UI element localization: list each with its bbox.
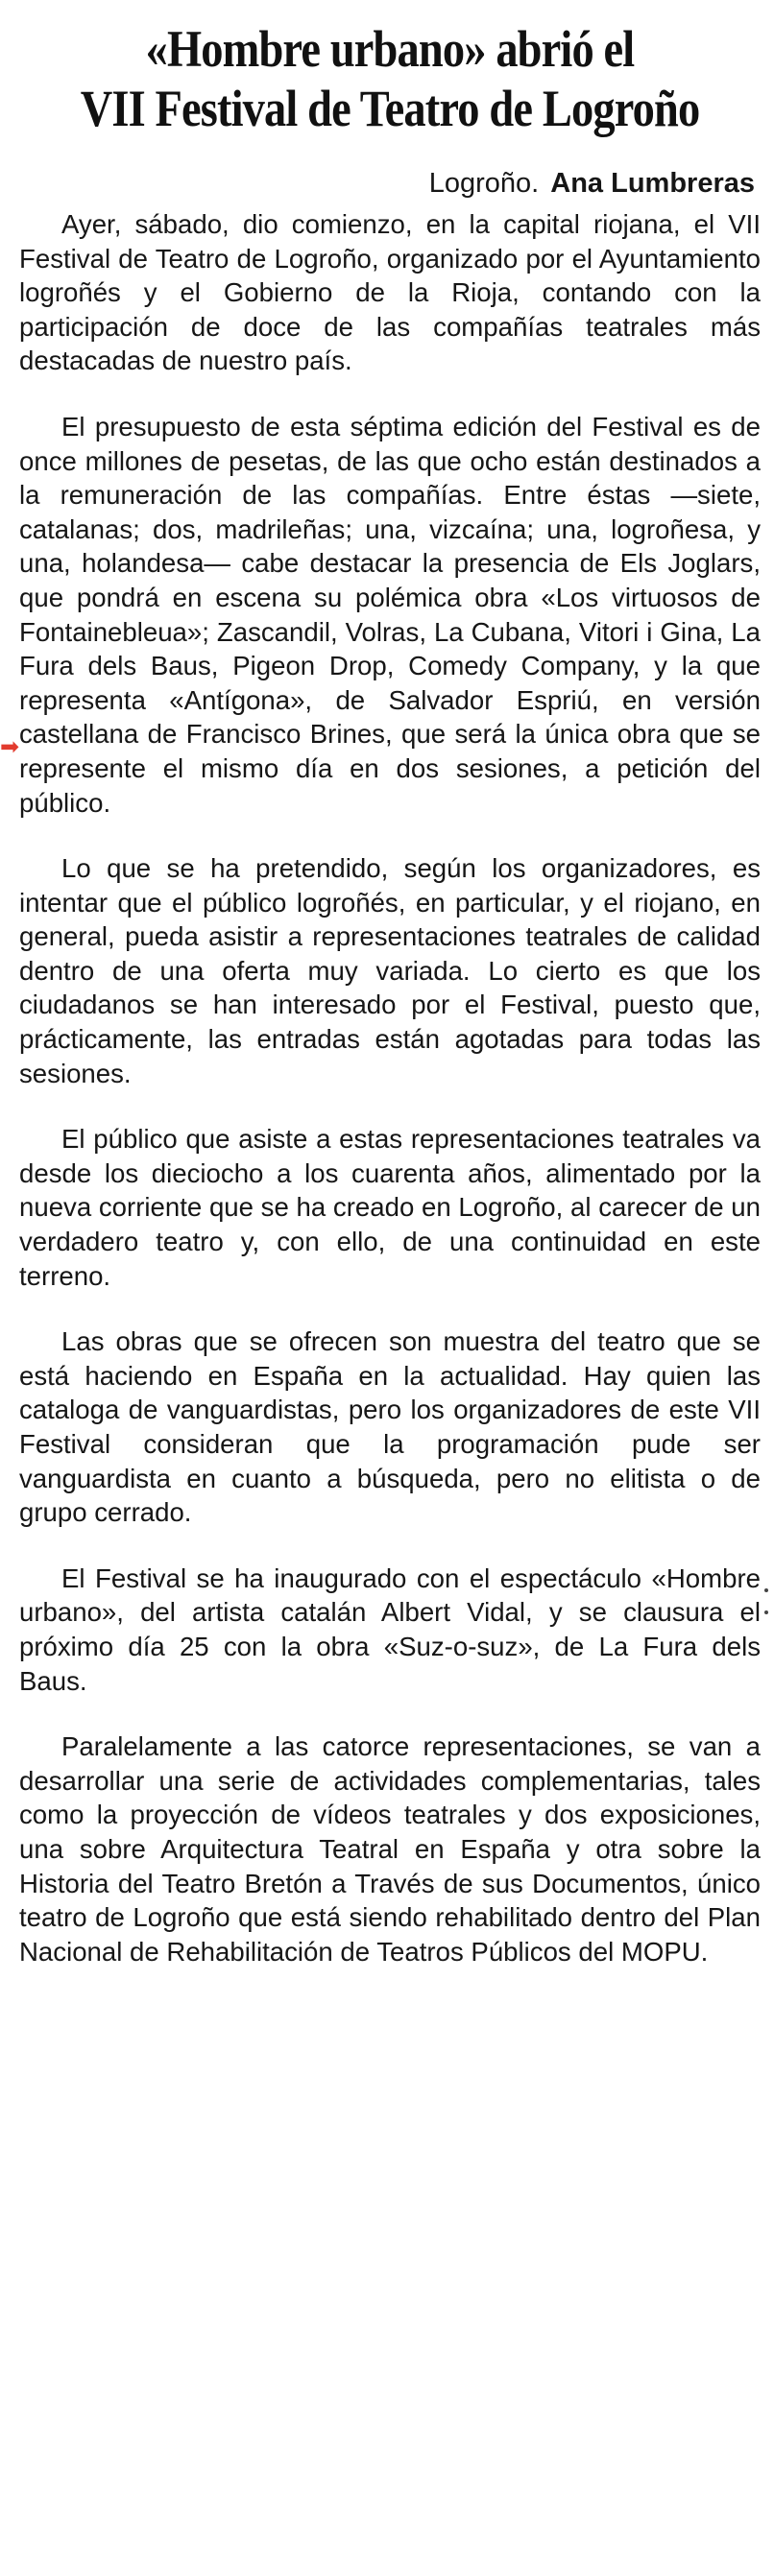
headline-line-2: VII Festival de Teatro de Logroño bbox=[80, 80, 700, 137]
paragraph-1: Ayer, sábado, dio comienzo, en la capital riojana, el VII Festival de Teatro de Logroño, organizado por el Ayuntamiento logroñés y el Gobierno de la Rioja, contando con la participación de doce de las compañías teatrales más destacadas de nuestro país. bbox=[19, 209, 761, 376]
paragraph-2: El presupuesto de esta séptima edición del Festival es de once millones de pesetas, de las que ocho están destinados a la remuneración de las compañías. Entre éstas —siete, catalanas; dos, madrileñas; una, vizcaína; una, logroñesa, y una, holandesa— cabe destacar la presencia de Els Joglars, que pondrá en escena su polémica obra «Los virtuosos de Fontainebleua»; Zascandil, Volras, La Cubana, Vitori i Gina, La Fura dels Baus, Pigeon Drop, Comedy Company, y la que representa «Antígona», de Salvador Espriú, en versión castellana de Francisco Brines, que será la única obra que se represente el mismo día en dos sesiones, a petición del público. bbox=[19, 411, 761, 818]
byline-place: Logroño. bbox=[428, 168, 540, 199]
headline bbox=[71, 19, 709, 138]
paragraph-6: El Festival se ha inaugurado con el espectáculo «Hombre urbano», del artista catalán Albert Vidal, y se clausura el próximo día 25 con la obra «Suz-o-suz», de La Fura dels Baus. bbox=[19, 1562, 761, 1696]
margin-speck bbox=[764, 1588, 768, 1592]
byline-author: Ana Lumbreras bbox=[550, 168, 755, 199]
paragraph-3: Lo que se ha pretendido, según los organizadores, es intentar que el público logroñés, en particular, y el riojano, en general, pueda asistir a representaciones teatrales de calidad dentro de una oferta muy variada. Lo cierto es que los ciudadanos se han interesado por el Festival, puesto que, prácticamente, las entradas están agotadas para todas las sesiones. bbox=[19, 853, 761, 1088]
right-arrow-icon: ➡ bbox=[0, 733, 20, 760]
article-body bbox=[19, 207, 761, 1968]
paragraph-4: El público que asiste a estas representaciones teatrales va desde los dieciocho a los cuarenta años, alimentado por la nueva corriente que se ha creado en Logroño, al carecer de un verdadero teatro y, con ello, de una continuidad en este terreno. bbox=[19, 1124, 761, 1291]
headline-line-1: «Hombre urbano» abrió el bbox=[145, 20, 635, 78]
byline bbox=[19, 167, 755, 200]
paragraph-7: Paralelamente a las catorce representaciones, se van a desarrollar una serie de actividades complementarias, tales como la proyección de vídeos teatrales y dos exposiciones, una sobre Arquitectura Teatral en España y otra sobre la Historia del Teatro Bretón a Través de sus Documentos, único teatro de Logroño que está siendo rehabilitado dentro del Plan Nacional de Rehabilitación de Teatros Públicos del MOPU. bbox=[19, 1731, 761, 1967]
margin-speck bbox=[764, 1610, 768, 1614]
paragraph-5: Las obras que se ofrecen son muestra del teatro que se está haciendo en España en la actualidad. Hay quien las cataloga de vanguardistas, pero los organizadores de este VII Festival consideran que la programación pude ser vanguardista en cuanto a búsqueda, pero no elitista o de grupo cerrado. bbox=[19, 1326, 761, 1528]
